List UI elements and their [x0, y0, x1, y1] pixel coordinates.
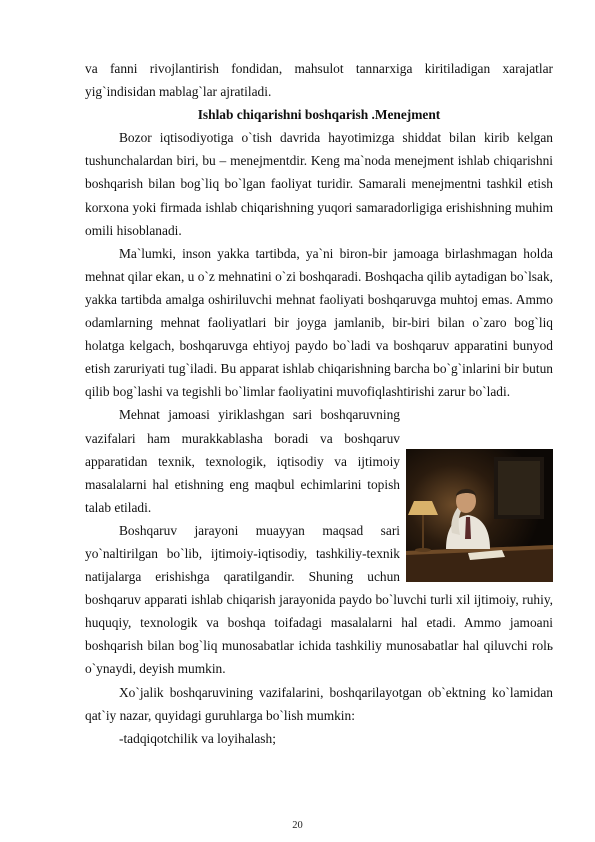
manager-photo [406, 449, 553, 582]
paragraph-2: Ma`lumki, inson yakka tartibda, ya`ni biron-bir jamoaga birlashmagan holda mehnat qilar ekan, u o`z mehnatini o`zi boshqaradi. Boshqacha qilib aytadigan bo`lsak, yakka tartibda amalga oshiriluvchi mehnat faoliyati boshqaruvga muhtoj emas. Ammo odamlarning mehnat faoliyatlari bir joyga jamlanib, bir-biri bilan o`zaro bog`liq holatga kelgach, boshqaruvga ehtiyoj paydo bo`ladi va boshqaruv apparatini bunyod etish zaruriyati tug`iladi. Bu apparat ishlab chiqarishning barcha bo`g`inlarini bir butun qilib bog`lashi va tegishli bo`limlar faoliyatini muvofiqlashtirishi zarur bo`ladi. [85, 245, 553, 400]
document-body [85, 57, 553, 750]
section-heading: Ishlab chiqarishni boshqarish .Menejment [197, 107, 441, 123]
manager-photo-illustration [406, 449, 553, 582]
paragraph-1: Bozor iqtisodiyotiga o`tish davrida hayotimizga shiddat bilan kirib kelgan tushunchalardan biri, bu – menejmentdir. Keng ma`noda menejment ishlab chiqarishni boshqarish bilan bog`liq bo`lgan faoliyat turidir. Samarali menejmentni tashkil etish korxona yoki firmada ishlab chiqarishning yuqori samaradorligiga erishishning muhim omili hisoblanadi. [85, 130, 553, 238]
page-number: 20 [292, 820, 303, 831]
list-item-1: -tadqiqotchilik va loyihalash; [119, 730, 276, 746]
paragraph-5: Xo`jalik boshqaruvining vazifalarini, boshqarilayotgan ob`ektning ko`lamidan qat`iy nazar, quyidagi guruhlarga bo`lish mumkin: [85, 684, 553, 723]
intro-paragraph: va fanni rivojlantirish fondidan, mahsulot tannarxiga kiritiladigan xarajatlar yig`indisidan mablag`lar ajratiladi. [85, 61, 553, 100]
paragraph-4: Boshqaruv jarayoni muayyan maqsad sari yo`naltirilgan bo`lib, ijtimoiy-iqtisodiy, tashkiliy-texnik natijalarga erishishga qaratilgandir. Shuning uchun boshqaruv apparati ishlab chiqarish jarayonida paydo bo`luvchi turli xil ijtimoiy, ruhiy, huquqiy, texnologik va boshqa toifadagi masalalarni hal etadi. Ammo jamoani boshqarish bilan bog`liq munosabatlar ichida tashkiliy munosabatlar hal qiluvchi rolь o`ynaydi, deyish mumkin. [85, 522, 553, 677]
paragraph-3: Mehnat jamoasi yiriklashgan sari boshqaruvning vazifalari ham murakkablasha boradi va boshqaruv apparatidan texnik, texnologik, iqtisodiy va ijtimoiy masalalarni hal etishning eng maqbul echimlarini topish talab etiladi. [85, 407, 400, 515]
